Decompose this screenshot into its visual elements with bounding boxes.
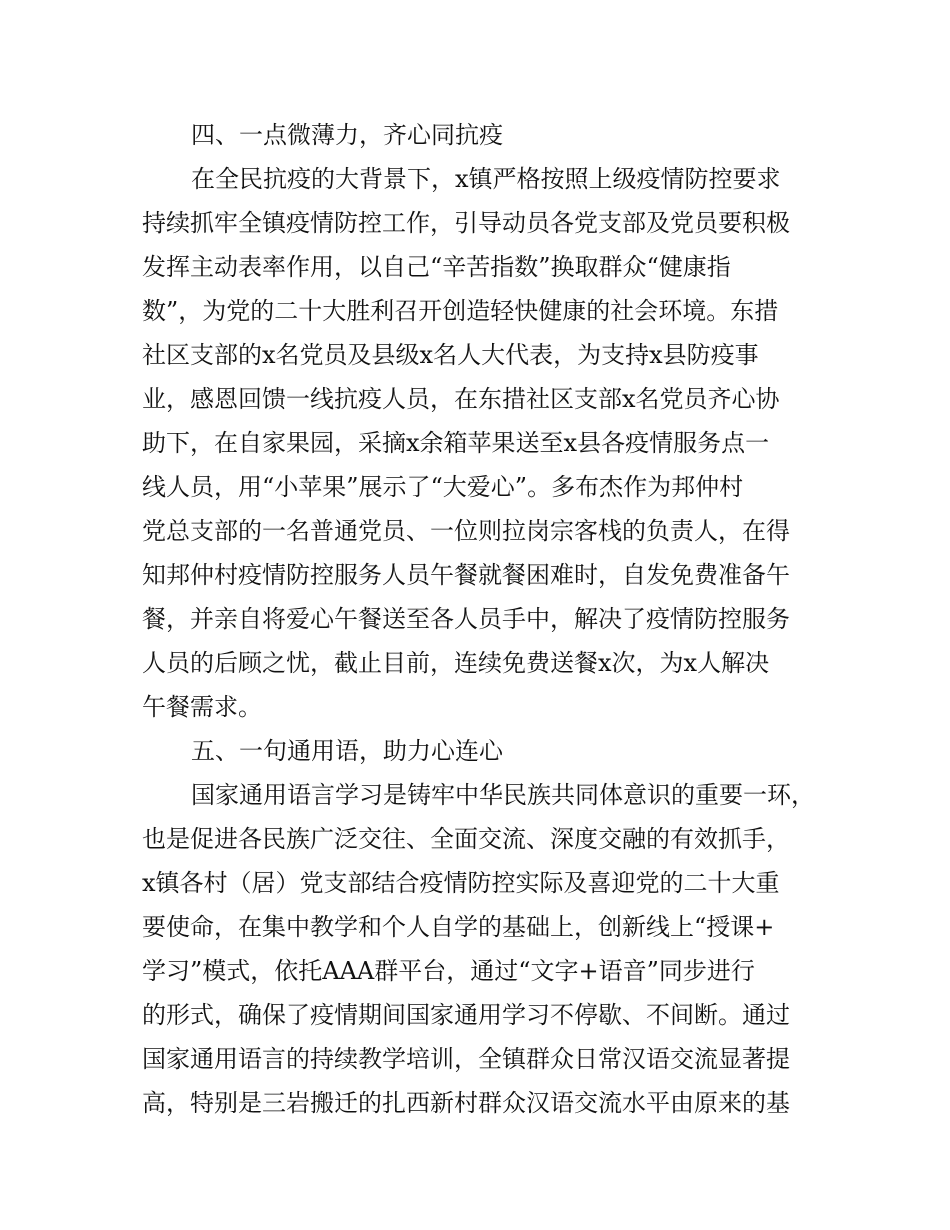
text-line: 午餐需求。 <box>142 693 262 721</box>
text-line: 党总支部的一名普通党员、一位则拉岗宗客栈的负责人，在得 <box>142 517 790 545</box>
text-line: 学习”模式，依托AAA群平台，通过“文字+语音”同步进行 <box>142 957 755 985</box>
text-line: 餐，并亲自将爱心午餐送至各人员手中，解决了疫情防控服务 <box>142 605 790 633</box>
text-line: 在全民抗疫的大背景下，x镇严格按照上级疫情防控要求 <box>191 165 781 193</box>
text-line: 线人员，用“小苹果”展示了“大爱心”。多布杰作为邦仲村 <box>142 473 744 501</box>
text-line: 数”，为党的二十大胜利召开创造轻快健康的社会环境。东措 <box>142 297 779 325</box>
text-line: 也是促进各民族广泛交往、全面交流、深度交融的有效抓手， <box>142 825 790 853</box>
text-line: 国家通用语言学习是铸牢中华民族共同体意识的重要一环， <box>191 781 815 809</box>
text-line: 要使命，在集中教学和个人自学的基础上，创新线上“授课+ <box>142 913 775 941</box>
text-line: 业，感恩回馈一线抗疫人员，在东措社区支部x名党员齐心协 <box>142 385 780 413</box>
section-heading-4: 四、一点微薄力，齐心同抗疫 <box>191 121 503 149</box>
text-line: 高，特别是三岩搬迁的扎西新村群众汉语交流水平由原来的基 <box>142 1089 790 1117</box>
text-line: 发挥主动表率作用，以自己“辛苦指数”换取群众“健康指 <box>142 253 731 281</box>
text-line: 知邦仲村疫情防控服务人员午餐就餐困难时，自发免费准备午 <box>142 561 790 589</box>
text-line: 的形式，确保了疫情期间国家通用学习不停歇、不间断。通过 <box>142 1001 790 1029</box>
text-line: 持续抓牢全镇疫情防控工作，引导动员各党支部及党员要积极 <box>142 209 790 237</box>
document-body <box>142 113 832 1125</box>
text-line: 国家通用语言的持续教学培训，全镇群众日常汉语交流显著提 <box>142 1045 790 1073</box>
text-line: x镇各村（居）党支部结合疫情防控实际及喜迎党的二十大重 <box>142 869 780 897</box>
text-line: 人员的后顾之忧，截止目前，连续免费送餐x次，为x人解决 <box>142 649 770 677</box>
text-line: 社区支部的x名党员及县级x名人大代表，为支持x县防疫事 <box>142 341 759 369</box>
section-heading-5: 五、一句通用语，助力心连心 <box>191 737 503 765</box>
text-line: 助下，在自家果园，采摘x余箱苹果送至x县各疫情服务点一 <box>142 429 770 457</box>
